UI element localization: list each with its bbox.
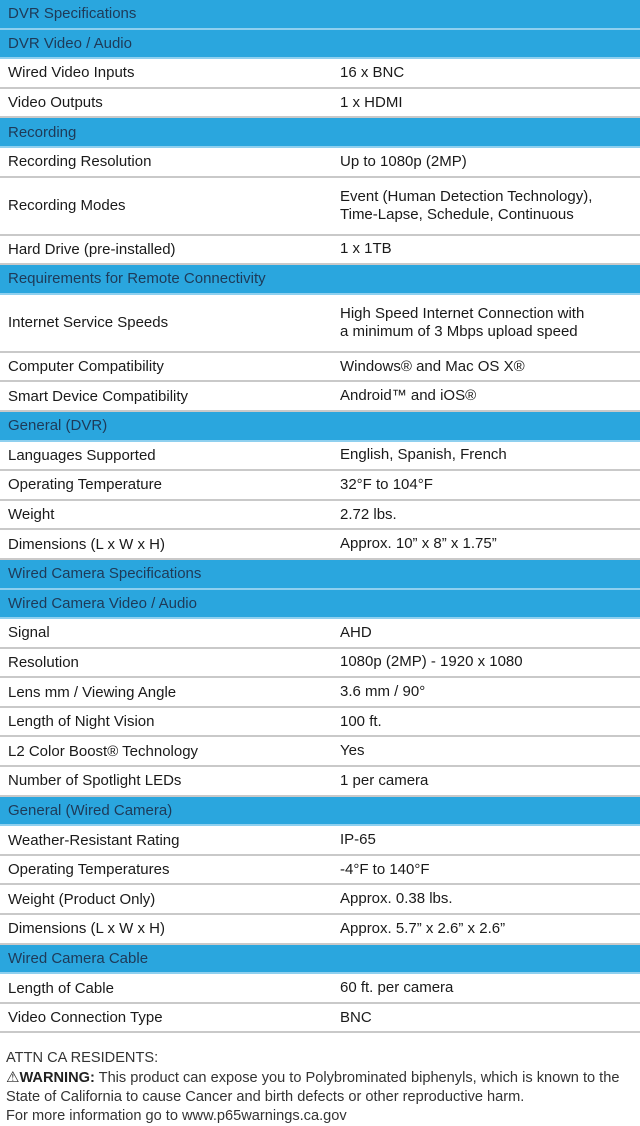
section-header <box>0 30 640 60</box>
spec-label: Video Connection Type <box>8 1009 163 1027</box>
spec-value: -4°F to 140°F <box>340 860 430 878</box>
spec-row <box>0 442 640 472</box>
spec-value: English, Spanish, French <box>340 446 507 464</box>
spec-value: 1 x HDMI <box>340 93 403 111</box>
spec-row <box>0 974 640 1004</box>
spec-label: Dimensions (L x W x H) <box>8 920 165 938</box>
spec-row <box>0 59 640 89</box>
section-title: DVR Video / Audio <box>8 34 132 52</box>
prop65-warning <box>0 1049 640 1126</box>
spec-label: Wired Video Inputs <box>8 64 135 82</box>
more-info-line: For more information go to www.p65warnings.ca.gov <box>6 1108 347 1125</box>
spec-row <box>0 471 640 501</box>
spec-label: Computer Compatibility <box>8 358 164 376</box>
spec-label: Signal <box>8 624 50 642</box>
spec-value: Approx. 10” x 8” x 1.75” <box>340 535 497 553</box>
spec-value: Android™ and iOS® <box>340 387 477 405</box>
spec-value: Yes <box>340 742 365 760</box>
section-title: Requirements for Remote Connectivity <box>8 270 266 288</box>
spec-label: Smart Device Compatibility <box>8 387 189 405</box>
spec-value: Event (Human Detection Technology), Time-Lapse, Schedule, Continuous <box>340 187 593 223</box>
spec-row <box>0 678 640 708</box>
spec-value: 1 per camera <box>340 771 429 789</box>
spec-label: Lens mm / Viewing Angle <box>8 683 177 701</box>
section-title: Wired Camera Cable <box>8 949 149 967</box>
section-title: General (DVR) <box>8 417 108 435</box>
section-header <box>0 118 640 148</box>
spec-label: Length of Night Vision <box>8 713 155 731</box>
spec-row <box>0 737 640 767</box>
warning-label: WARNING: <box>19 1070 95 1087</box>
section-header <box>0 265 640 295</box>
section-header <box>0 797 640 827</box>
section-header <box>0 412 640 442</box>
spec-row <box>0 295 640 353</box>
spec-value: High Speed Internet Connection with a minimum of 3 Mbps upload speed <box>340 304 585 340</box>
warning-triangle-icon: ⚠ <box>6 1069 20 1087</box>
spec-label: Internet Service Speeds <box>8 314 169 332</box>
spec-row <box>0 885 640 915</box>
section-header <box>0 590 640 620</box>
spec-row <box>0 708 640 738</box>
spec-value: Up to 1080p (2MP) <box>340 152 467 170</box>
spec-value: Approx. 5.7” x 2.6” x 2.6” <box>340 919 506 937</box>
section-title: General (Wired Camera) <box>8 801 173 819</box>
spec-label: Hard Drive (pre-installed) <box>8 240 176 258</box>
spec-value: BNC <box>340 1008 372 1026</box>
spec-row <box>0 649 640 679</box>
spec-label: Recording Modes <box>8 197 126 215</box>
spec-label: Operating Temperature <box>8 476 162 494</box>
spec-row <box>0 148 640 178</box>
spec-value: 1080p (2MP) - 1920 x 1080 <box>340 653 523 671</box>
spec-value: AHD <box>340 623 372 641</box>
spec-row <box>0 236 640 266</box>
spec-label: Video Outputs <box>8 94 103 112</box>
spec-row <box>0 1004 640 1034</box>
spec-label: Resolution <box>8 653 79 671</box>
spec-label: Recording Resolution <box>8 153 152 171</box>
spec-label: Weight (Product Only) <box>8 890 156 908</box>
warning-text: This product can expose you to Polybrominated biphenyls, which is known to the State of California to cause Cancer and birth defects or other reproductive harm. <box>6 1070 620 1106</box>
attn-line: ATTN CA RESIDENTS: <box>6 1050 159 1067</box>
spec-row <box>0 530 640 560</box>
section-header <box>0 945 640 975</box>
spec-value: Approx. 0.38 lbs. <box>340 890 453 908</box>
spec-label: Operating Temperatures <box>8 861 170 879</box>
spec-label: Dimensions (L x W x H) <box>8 535 165 553</box>
spec-row <box>0 826 640 856</box>
spec-row <box>0 353 640 383</box>
section-title: Wired Camera Video / Audio <box>8 594 197 612</box>
spec-row <box>0 767 640 797</box>
section-title: Wired Camera Specifications <box>8 565 202 583</box>
spec-value: Windows® and Mac OS X® <box>340 357 525 375</box>
spec-label: Weight <box>8 506 55 524</box>
spec-row <box>0 89 640 119</box>
spec-label: Languages Supported <box>8 446 156 464</box>
section-header <box>0 0 640 30</box>
spec-label: Number of Spotlight LEDs <box>8 772 182 790</box>
section-title: DVR Specifications <box>8 5 137 23</box>
spec-row <box>0 619 640 649</box>
spec-label: Length of Cable <box>8 979 114 997</box>
spec-label: L2 Color Boost® Technology <box>8 742 199 760</box>
spec-value: IP-65 <box>340 831 376 849</box>
spec-value: 1 x 1TB <box>340 240 392 258</box>
spec-value: 3.6 mm / 90° <box>340 683 426 701</box>
spec-value: 60 ft. per camera <box>340 979 454 997</box>
section-header <box>0 560 640 590</box>
spec-value: 16 x BNC <box>340 63 405 81</box>
spec-value: 100 ft. <box>340 712 382 730</box>
warning-paragraph <box>6 1068 640 1107</box>
spec-row <box>0 382 640 412</box>
spec-label: Weather-Resistant Rating <box>8 831 180 849</box>
spec-row <box>0 915 640 945</box>
spec-row <box>0 178 640 236</box>
spec-row <box>0 856 640 886</box>
spec-value: 2.72 lbs. <box>340 505 397 523</box>
section-title: Recording <box>8 123 77 141</box>
spec-row <box>0 501 640 531</box>
spec-value: 32°F to 104°F <box>340 475 433 493</box>
